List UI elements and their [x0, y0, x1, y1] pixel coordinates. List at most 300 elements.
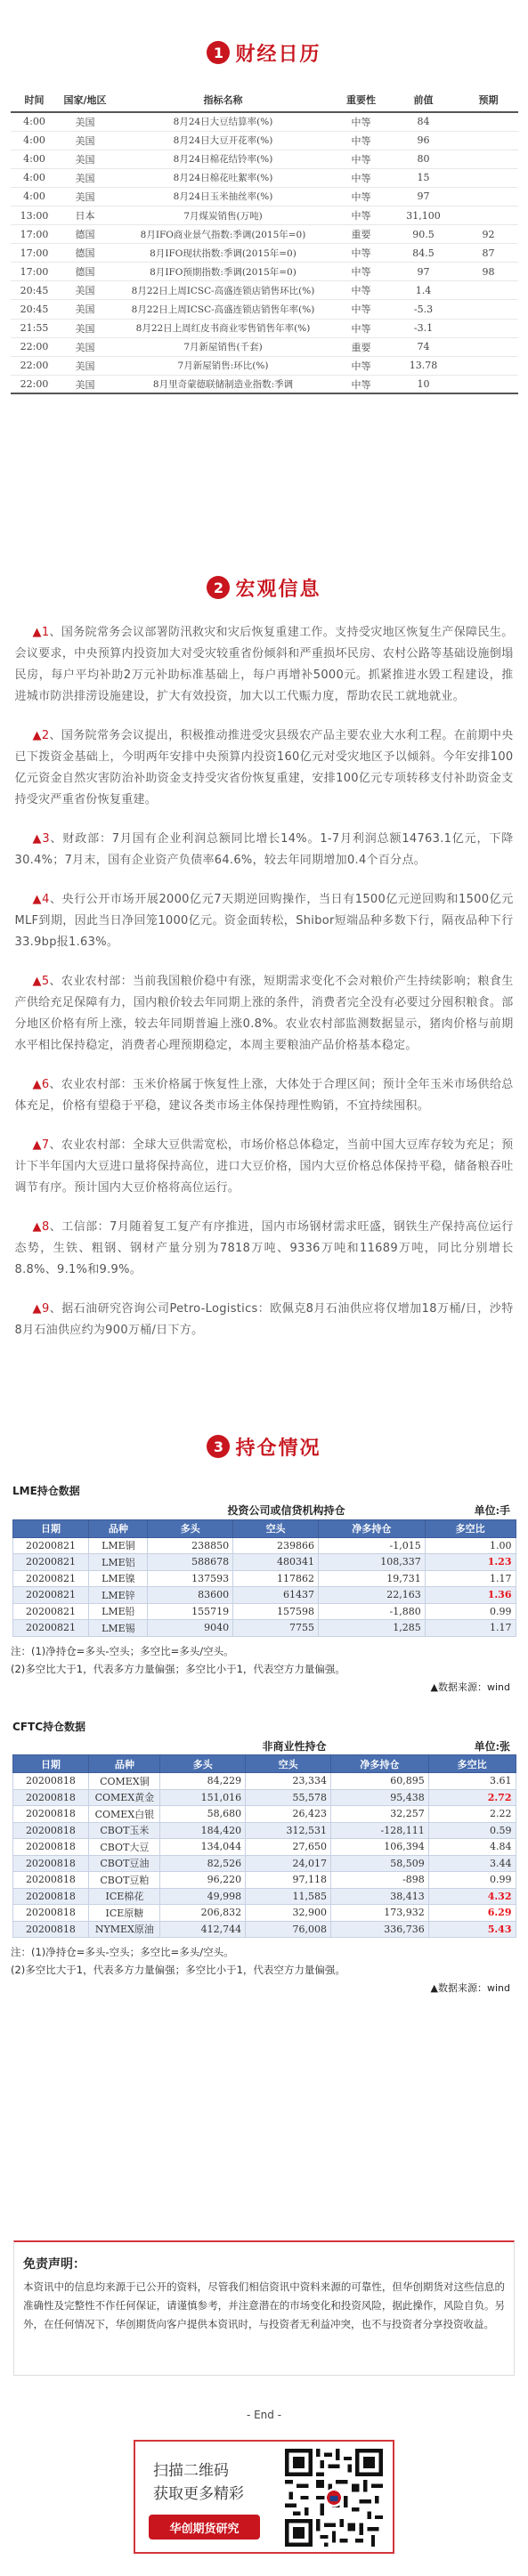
section-number-badge: 3 [207, 1435, 230, 1458]
lme-short-cell: 7755 [233, 1620, 319, 1637]
col-importance-cell: 中等 [335, 187, 388, 206]
cftc-long-header: 多头 [160, 1755, 246, 1773]
lme-long-cell: 83600 [148, 1587, 233, 1604]
cftc-date-cell: 20200818 [12, 1839, 89, 1856]
lme-note-1: 注：(1)净持仓=多头-空头；多空比=多头/空头。 [11, 1644, 234, 1657]
calendar-table [11, 87, 518, 394]
col-indicator-cell: 8月里奇蒙德联储制造业指数:季调 [112, 375, 335, 393]
col-time-header: 时间 [11, 87, 59, 112]
cftc-date-cell: 20200818 [12, 1773, 89, 1790]
lme-product-cell: LME铅 [89, 1603, 148, 1620]
col-forecast-cell [459, 337, 518, 356]
lme-product-cell: LME铝 [89, 1554, 148, 1571]
calendar-row [11, 281, 518, 300]
cftc-net-long-cell: -898 [330, 1872, 428, 1889]
cftc-net-long-cell: 58,509 [330, 1855, 428, 1872]
calendar-row [11, 150, 518, 168]
col-importance-cell: 中等 [335, 131, 388, 150]
col-indicator-cell: 7月新屋销售(千套) [112, 337, 335, 356]
col-indicator-cell: 8月IFO商业景气指数:季调(2015年=0) [112, 225, 335, 244]
col-country-cell: 美国 [59, 319, 112, 337]
col-previous-cell: -3.1 [388, 319, 459, 337]
col-time-cell: 22:00 [11, 337, 59, 356]
section-header [0, 1424, 528, 1469]
lme-ratio-cell: 1.17 [425, 1620, 516, 1637]
lme-source: ▲数据来源：wind [430, 1681, 510, 1693]
macro-news-list [15, 622, 514, 1341]
col-indicator-cell: 8月24日棉花结铃率(%) [112, 150, 335, 168]
lme-table-title: LME持仓数据 [12, 1485, 80, 1497]
col-country-cell: 美国 [59, 187, 112, 206]
qr-code-icon[interactable] [285, 2449, 383, 2547]
col-importance-cell: 中等 [335, 319, 388, 337]
cftc-date-cell: 20200818 [12, 1888, 89, 1905]
cftc-net-long-cell: 336,736 [330, 1921, 428, 1938]
research-button[interactable]: 华创期货研究 [149, 2515, 260, 2540]
cftc-long-cell: 82,526 [160, 1855, 246, 1872]
cftc-net-long-cell: 60,895 [330, 1773, 428, 1790]
col-country-cell: 美国 [59, 337, 112, 356]
cftc-date-cell: 20200818 [12, 1822, 89, 1839]
col-time-cell: 20:45 [11, 281, 59, 300]
lme-date-cell: 20200821 [12, 1603, 89, 1620]
col-indicator-cell: 8月22日上周ICSC-高盛连锁店销售年率(%) [112, 300, 335, 319]
cftc-ratio-cell: 4.32 [428, 1888, 516, 1905]
macro-news-item [15, 725, 514, 811]
col-importance-cell: 中等 [335, 168, 388, 187]
calendar-row [11, 187, 518, 206]
section-header [0, 30, 528, 75]
cftc-short-cell: 97,118 [246, 1872, 331, 1889]
col-time-cell: 21:55 [11, 319, 59, 337]
cftc-table-row [12, 1839, 516, 1856]
disclaimer-title: 免责声明： [23, 2257, 85, 2272]
cftc-product-cell: CBOT豆粕 [89, 1872, 160, 1889]
cftc-net-long-header: 净多持仓 [330, 1755, 428, 1773]
cftc-product-cell: CBOT大豆 [89, 1839, 160, 1856]
col-previous-cell: 13.78 [388, 356, 459, 375]
cftc-ratio-header: 多空比 [428, 1755, 516, 1773]
cftc-unit: 单位:张 [428, 1738, 516, 1755]
lme-long-cell: 588678 [148, 1554, 233, 1571]
col-country-cell: 德国 [59, 263, 112, 281]
col-forecast-header: 预期 [459, 87, 518, 112]
col-forecast-cell [459, 168, 518, 187]
calendar-row [11, 112, 518, 131]
col-previous-cell: 31,100 [388, 206, 459, 224]
col-importance-cell: 重要 [335, 225, 388, 244]
cftc-product-header: 品种 [89, 1755, 160, 1773]
col-time-cell: 4:00 [11, 150, 59, 168]
end-marker: - End - [246, 2409, 282, 2421]
col-forecast-cell [459, 150, 518, 168]
col-importance-cell: 中等 [335, 150, 388, 168]
col-forecast-cell [459, 319, 518, 337]
col-previous-cell: 80 [388, 150, 459, 168]
news-text: 、农业农村部：玉米价格属于恢复性上涨，大体处于合理区间；预计全年玉米市场供给总体充足，价格有望稳于平稳，建议各类市场主体保持理性购销，不宜持续囤积。 [14, 1078, 514, 1113]
news-marker: ▲4 [32, 893, 50, 906]
cftc-long-cell: 96,220 [160, 1872, 246, 1889]
cftc-net-long-cell: 173,932 [330, 1905, 428, 1922]
macro-news-item [15, 622, 514, 708]
col-time-cell: 13:00 [11, 206, 59, 224]
calendar-row [11, 206, 518, 224]
news-text: 、央行公开市场开展2000亿元7天期逆回购操作，当日有1500亿元逆回购和1500亿元MLF到期，因此当日净回笼1000亿元。资金面转松，Shibor短端品种多数下行，隔夜品种下行33.9bp报1.63%。 [14, 893, 514, 949]
col-time-cell: 20:45 [11, 300, 59, 319]
col-indicator-cell: 8月IFO现状指数:季调(2015年=0) [112, 244, 335, 263]
col-importance-cell: 中等 [335, 375, 388, 393]
col-indicator-cell: 8月24日玉米抽丝率(%) [112, 187, 335, 206]
news-marker: ▲6 [32, 1078, 50, 1091]
col-country-cell: 德国 [59, 225, 112, 244]
col-importance-cell: 中等 [335, 206, 388, 224]
cftc-date-cell: 20200818 [12, 1806, 89, 1823]
section-calendar [0, 30, 528, 394]
col-country-cell: 美国 [59, 168, 112, 187]
cftc-short-cell: 76,008 [246, 1921, 331, 1938]
col-time-cell: 17:00 [11, 244, 59, 263]
lme-net-long-cell: 22,163 [318, 1587, 425, 1604]
cftc-short-cell: 27,650 [246, 1839, 331, 1856]
cftc-table-row [12, 1773, 516, 1790]
lme-short-cell: 117862 [233, 1570, 319, 1587]
cftc-long-cell: 206,832 [160, 1905, 246, 1922]
cftc-product-cell: COMEX白银 [89, 1806, 160, 1823]
col-indicator-cell: 7月新屋销售:环比(%) [112, 356, 335, 375]
col-country-cell: 德国 [59, 244, 112, 263]
cftc-table-row [12, 1789, 516, 1806]
macro-news-item [15, 971, 514, 1057]
calendar-row [11, 300, 518, 319]
cftc-short-cell: 23,334 [246, 1773, 331, 1790]
col-forecast-cell: 92 [459, 225, 518, 244]
lme-ratio-cell: 1.00 [425, 1537, 516, 1554]
lme-net-long-cell: -1,015 [318, 1537, 425, 1554]
col-previous-cell: 1.4 [388, 281, 459, 300]
col-country-cell: 美国 [59, 375, 112, 393]
col-forecast-cell [459, 187, 518, 206]
col-previous-cell: 84.5 [388, 244, 459, 263]
cftc-long-cell: 151,016 [160, 1789, 246, 1806]
lme-product-header: 品种 [89, 1519, 148, 1537]
col-forecast-cell: 98 [459, 263, 518, 281]
cftc-date-cell: 20200818 [12, 1872, 89, 1889]
news-marker: ▲8 [32, 1220, 50, 1234]
lme-short-cell: 61437 [233, 1587, 319, 1604]
col-country-cell: 美国 [59, 131, 112, 150]
calendar-row [11, 131, 518, 150]
col-previous-header: 前值 [388, 87, 459, 112]
cftc-date-cell: 20200818 [12, 1855, 89, 1872]
news-text: 、国务院常务会议提出，积极推动推进受灾县级农产品主要农业大水利工程。在前期中央已下拨资金基础上，今明两年安排中央预算内投资160亿元对受灾地区予以倾斜。今年安排100亿元资金自然灾害防治补助资金支持受灾省份恢复重建，安排100亿元专项转移支付补助资金支持受灾严重省份恢复重建。 [14, 729, 514, 806]
cftc-table-row [12, 1822, 516, 1839]
qr-promo-text [135, 2442, 278, 2552]
macro-news-item [15, 889, 514, 953]
cftc-table-row [12, 1905, 516, 1922]
lme-date-cell: 20200821 [12, 1570, 89, 1587]
cftc-ratio-cell: 4.84 [428, 1839, 516, 1856]
lme-table-row [12, 1554, 516, 1571]
lme-product-cell: LME铜 [89, 1537, 148, 1554]
col-forecast-cell [459, 131, 518, 150]
cftc-product-cell: NYMEX原油 [89, 1921, 160, 1938]
col-previous-cell: 74 [388, 337, 459, 356]
cftc-ratio-cell: 0.59 [428, 1822, 516, 1839]
section-title: 宏观信息 [235, 578, 321, 601]
col-forecast-cell [459, 206, 518, 224]
lme-product-cell: LME镍 [89, 1570, 148, 1587]
macro-news-item [15, 1217, 514, 1281]
news-marker: ▲9 [32, 1302, 50, 1316]
news-marker: ▲1 [32, 626, 50, 639]
lme-product-cell: LME锡 [89, 1620, 148, 1637]
cftc-ratio-cell: 5.43 [428, 1921, 516, 1938]
lme-short-cell: 480341 [233, 1554, 319, 1571]
col-forecast-cell [459, 112, 518, 131]
cftc-product-cell: COMEX黄金 [89, 1789, 160, 1806]
cftc-long-cell: 58,680 [160, 1806, 246, 1823]
news-marker: ▲7 [32, 1138, 50, 1152]
cftc-long-cell: 184,420 [160, 1822, 246, 1839]
col-previous-cell: 96 [388, 131, 459, 150]
col-country-cell: 美国 [59, 281, 112, 300]
cftc-net-long-cell: 95,438 [330, 1789, 428, 1806]
cftc-net-long-cell: 32,257 [330, 1806, 428, 1823]
col-previous-cell: 90.5 [388, 225, 459, 244]
col-time-cell: 17:00 [11, 225, 59, 244]
col-previous-cell: 97 [388, 263, 459, 281]
section-positions [0, 1424, 528, 1995]
cftc-short-cell: 312,531 [246, 1822, 331, 1839]
cftc-table-row [12, 1806, 516, 1823]
calendar-row [11, 244, 518, 263]
cftc-long-cell: 49,998 [160, 1888, 246, 1905]
col-importance-cell: 中等 [335, 263, 388, 281]
macro-news-item [15, 1074, 514, 1117]
lme-long-cell: 137593 [148, 1570, 233, 1587]
lme-table-row [12, 1587, 516, 1604]
col-indicator-cell: 8月24日棉花吐絮率(%) [112, 168, 335, 187]
section-number-badge: 1 [207, 41, 230, 64]
col-time-cell: 4:00 [11, 112, 59, 131]
lme-table-row [12, 1603, 516, 1620]
col-forecast-cell: 87 [459, 244, 518, 263]
col-importance-cell: 中等 [335, 356, 388, 375]
cftc-short-cell: 26,423 [246, 1806, 331, 1823]
col-country-cell: 美国 [59, 300, 112, 319]
section-macro [0, 565, 528, 1359]
news-text: 、国务院常务会议部署防汛救灾和灾后恢复重建工作。支持受灾地区恢复生产保障民生。会议要求，中央预算内投资加大对受灾较重省份倾斜和严重损坏民房、农村公路等基础设施倒塌民房，每户平均补助2万元补助标准基础上，每户再增补5000元。抓紧推进水毁工程建设，推进城市防洪排涝设施建设，扩大有效投资，加大以工代赈力度，帮助农民工就地就业。 [14, 626, 514, 703]
calendar-row [11, 263, 518, 281]
col-forecast-cell [459, 300, 518, 319]
cftc-product-cell: ICE棉花 [89, 1888, 160, 1905]
col-forecast-cell [459, 375, 518, 393]
col-country-cell: 日本 [59, 206, 112, 224]
cftc-net-long-cell: 38,413 [330, 1888, 428, 1905]
cftc-product-cell: COMEX铜 [89, 1773, 160, 1790]
col-previous-cell: 84 [388, 112, 459, 131]
cftc-source: ▲数据来源：wind [430, 1982, 510, 1994]
cftc-short-cell: 24,017 [246, 1855, 331, 1872]
qr-line-1: 扫描二维码 [153, 2462, 229, 2480]
lme-table-row [12, 1620, 516, 1637]
calendar-row [11, 319, 518, 337]
col-indicator-cell: 8月24日大豆开花率(%) [112, 131, 335, 150]
macro-news-item [15, 1299, 514, 1341]
lme-ratio-cell: 0.99 [425, 1603, 516, 1620]
col-time-cell: 4:00 [11, 168, 59, 187]
disclaimer-box [13, 2240, 515, 2376]
col-country-cell: 美国 [59, 112, 112, 131]
section-header [0, 565, 528, 610]
lme-ratio-cell: 1.23 [425, 1554, 516, 1571]
cftc-net-long-cell: -128,111 [330, 1822, 428, 1839]
lme-long-cell: 9040 [148, 1620, 233, 1637]
calendar-row [11, 356, 518, 375]
news-text: 、工信部：7月随着复工复产有序推进，国内市场钢材需求旺盛，钢铁生产保持高位运行态势，生铁、粗钢、钢材产量分别为7818万吨、9336万吨和11689万吨，同比分别增长8.8%、9.1%和9.9%。 [14, 1220, 514, 1276]
col-time-cell: 4:00 [11, 187, 59, 206]
col-importance-cell: 中等 [335, 300, 388, 319]
cftc-short-header: 空头 [246, 1755, 331, 1773]
col-indicator-cell: 7月煤炭销售(万吨) [112, 206, 335, 224]
cftc-ratio-cell: 3.61 [428, 1773, 516, 1790]
cftc-long-cell: 84,229 [160, 1773, 246, 1790]
news-marker: ▲5 [32, 975, 50, 988]
col-importance-cell: 中等 [335, 244, 388, 263]
qr-promo-card[interactable] [134, 2440, 394, 2554]
cftc-product-cell: CBOT玉米 [89, 1822, 160, 1839]
lme-net-long-cell: 108,337 [318, 1554, 425, 1571]
calendar-row [11, 337, 518, 356]
section-title: 财经日历 [235, 43, 321, 66]
cftc-long-cell: 134,044 [160, 1839, 246, 1856]
lme-product-cell: LME锌 [89, 1587, 148, 1604]
col-time-cell: 4:00 [11, 131, 59, 150]
lme-long-cell: 238850 [148, 1537, 233, 1554]
cftc-ratio-cell: 0.99 [428, 1872, 516, 1889]
cftc-date-cell: 20200818 [12, 1789, 89, 1806]
lme-date-cell: 20200821 [12, 1620, 89, 1637]
cftc-product-cell: CBOT豆油 [89, 1855, 160, 1872]
col-time-cell: 17:00 [11, 263, 59, 281]
lme-net-long-header: 净多持仓 [318, 1519, 425, 1537]
calendar-row [11, 225, 518, 244]
col-time-cell: 22:00 [11, 356, 59, 375]
lme-unit: 单位:手 [425, 1502, 516, 1519]
lme-date-header: 日期 [12, 1519, 89, 1537]
calendar-header-row [11, 87, 518, 112]
cftc-note-2: (2)多空比大于1，代表多方力量偏强；多空比小于1，代表空方力量偏强。 [11, 1964, 345, 1976]
news-marker: ▲2 [32, 729, 50, 742]
col-previous-cell: 10 [388, 375, 459, 393]
cftc-date-cell: 20200818 [12, 1905, 89, 1922]
section-title: 持仓情况 [235, 1437, 321, 1460]
cftc-ratio-cell: 6.29 [428, 1905, 516, 1922]
col-indicator-cell: 8月24日大豆结算率(%) [112, 112, 335, 131]
news-text: 、据石油研究咨询公司Petro-Logistics：欧佩克8月石油供应将仅增加18万桶/日，沙特8月石油供应约为900万桶/日下方。 [14, 1302, 514, 1337]
col-indicator-cell: 8月22日上周红皮书商业零售销售年率(%) [112, 319, 335, 337]
news-text: 、农业农村部：全球大豆供需宽松，市场价格总体稳定，当前中国大豆库存较为充足；预计下半年国内大豆进口量将保持高位，进口大豆价格，国内大豆价格总体保持平稳，储备粮吞吐调节有序。预计国内大豆价格将高位运行。 [14, 1138, 514, 1195]
col-previous-cell: -5.3 [388, 300, 459, 319]
cftc-table-title: CFTC持仓数据 [12, 1720, 85, 1733]
lme-ratio-cell: 1.36 [425, 1587, 516, 1604]
news-text: 、财政部：7月国有企业利润总额同比增长14%。1-7月利润总额14763.1亿元，下降30.4%；7月末，国有企业资产负债率64.6%，较去年同期增加0.4个百分点。 [14, 832, 514, 867]
cftc-net-long-cell: 106,394 [330, 1839, 428, 1856]
cftc-short-cell: 55,578 [246, 1789, 331, 1806]
news-marker: ▲3 [32, 832, 50, 846]
cftc-table [12, 1738, 516, 1939]
cftc-table-row [12, 1872, 516, 1889]
cftc-short-cell: 11,585 [246, 1888, 331, 1905]
lme-date-cell: 20200821 [12, 1587, 89, 1604]
news-text: 、农业农村部：当前我国粮价稳中有涨，短期需求变化不会对粮价产生持续影响；粮食生产供给充足保障有力，国内粮价较去年同期上涨的条件，消费者完全没有必要过分囤积粮食。部分地区价格有所上涨，较去年同期普遍上涨0.8%。农业农村部监测数据显示，猪肉价格与前期水平相比保持稳定，消费者心理预期稳定，本周主要粮油产品价格基本稳定。 [14, 975, 514, 1052]
col-forecast-cell [459, 356, 518, 375]
col-importance-header: 重要性 [335, 87, 388, 112]
lme-ratio-cell: 1.17 [425, 1570, 516, 1587]
lme-date-cell: 20200821 [12, 1554, 89, 1571]
col-importance-cell: 中等 [335, 112, 388, 131]
cftc-ratio-cell: 2.72 [428, 1789, 516, 1806]
section-number-badge: 2 [207, 576, 230, 599]
col-indicator-cell: 8月22日上周ICSC-高盛连锁店销售环比(%) [112, 281, 335, 300]
col-importance-cell: 重要 [335, 337, 388, 356]
cftc-ratio-cell: 3.44 [428, 1855, 516, 1872]
lme-group-label: 投资公司或信贷机构持仓 [148, 1502, 425, 1519]
lme-table-row [12, 1537, 516, 1554]
col-indicator-header: 指标名称 [112, 87, 335, 112]
macro-news-item [15, 829, 514, 871]
col-time-cell: 22:00 [11, 375, 59, 393]
lme-short-cell: 239866 [233, 1537, 319, 1554]
cftc-long-cell: 412,744 [160, 1921, 246, 1938]
col-previous-cell: 15 [388, 168, 459, 187]
col-importance-cell: 中等 [335, 281, 388, 300]
lme-long-header: 多头 [148, 1519, 233, 1537]
cftc-date-header: 日期 [12, 1755, 89, 1773]
lme-table-row [12, 1570, 516, 1587]
lme-net-long-cell: 1,285 [318, 1620, 425, 1637]
cftc-date-cell: 20200818 [12, 1921, 89, 1938]
lme-long-cell: 155719 [148, 1603, 233, 1620]
cftc-short-cell: 32,900 [246, 1905, 331, 1922]
cftc-note-1: 注：(1)净持仓=多头-空头；多空比=多头/空头。 [11, 1946, 234, 1958]
lme-note-2: (2)多空比大于1，代表多方力量偏强；多空比小于1，代表空方力量偏强。 [11, 1662, 345, 1675]
lme-net-long-cell: -1,880 [318, 1603, 425, 1620]
macro-news-item [15, 1135, 514, 1199]
col-country-cell: 美国 [59, 356, 112, 375]
cftc-group-label: 非商业性持仓 [160, 1738, 428, 1755]
lme-table [12, 1502, 516, 1637]
cftc-table-row [12, 1921, 516, 1938]
col-country-header: 国家/地区 [59, 87, 112, 112]
col-indicator-cell: 8月IFO预期指数:季调(2015年=0) [112, 263, 335, 281]
cftc-product-cell: ICE原糖 [89, 1905, 160, 1922]
calendar-row [11, 375, 518, 393]
lme-date-cell: 20200821 [12, 1537, 89, 1554]
col-forecast-cell [459, 281, 518, 300]
cftc-table-row [12, 1855, 516, 1872]
cftc-ratio-cell: 2.22 [428, 1806, 516, 1823]
calendar-row [11, 168, 518, 187]
lme-short-header: 空头 [233, 1519, 319, 1537]
lme-short-cell: 157598 [233, 1603, 319, 1620]
cftc-table-row [12, 1888, 516, 1905]
col-country-cell: 美国 [59, 150, 112, 168]
qr-line-2: 获取更多精彩 [153, 2485, 244, 2503]
lme-net-long-cell: 19,731 [318, 1570, 425, 1587]
col-previous-cell: 97 [388, 187, 459, 206]
disclaimer-text: 本资讯中的信息均来源于已公开的资料，尽管我们相信资讯中资料来源的可靠性，但华创期货对这些信息的准确性及完整性不作任何保证，请谨慎参考，并注意潜在的市场变化和投资风险，据此操作，风险自负。另外，在任何情况下，华创期货向客户提供本资讯时，与投资者无利益冲突，也不与投资者分享投资收益。 [23, 2280, 505, 2330]
